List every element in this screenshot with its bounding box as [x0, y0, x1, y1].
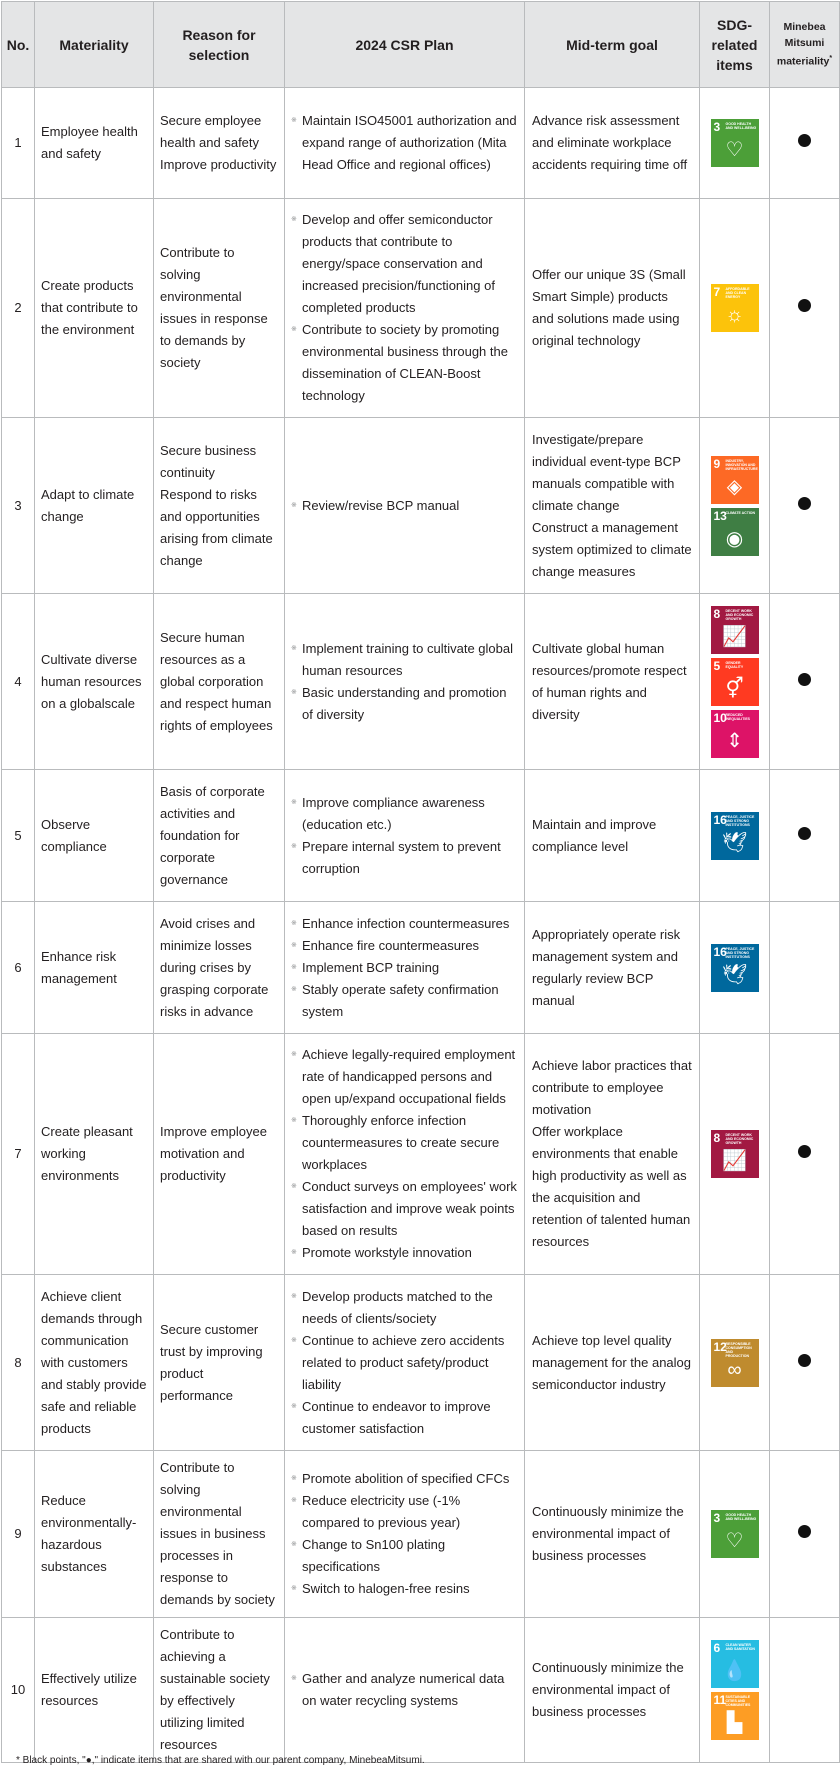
plan-item: ※ Stably operate safety confirmation system — [291, 979, 518, 1023]
shared-materiality-cell — [770, 1451, 840, 1618]
row-number: 5 — [2, 770, 35, 902]
sdg-title: RESPONSIBLE CONSUMPTION AND PRODUCTION — [725, 1341, 752, 1358]
sdg-title: DECENT WORK AND ECONOMIC GROWTH — [725, 608, 754, 621]
table-row — [2, 594, 840, 770]
header-goal: Mid-term goal — [525, 2, 700, 88]
header-row — [2, 2, 840, 88]
sdg-title: INDUSTRY, INNOVATION AND INFRASTRUCTURE — [725, 458, 758, 471]
sdg5-icon — [711, 658, 759, 706]
sdg-icon-stack — [700, 1640, 769, 1740]
goal-cell: Advance risk assessment and eliminate workplace accidents requiring time off — [525, 88, 700, 199]
reason-cell: Secure employee health and safety Improve productivity — [154, 88, 285, 199]
row-number: 3 — [2, 418, 35, 594]
shared-materiality-cell — [770, 199, 840, 418]
plan-item: ※ Switch to halogen-free resins — [291, 1578, 518, 1600]
materiality-cell: Effectively utilize resources — [35, 1618, 154, 1763]
shared-materiality-cell — [770, 594, 840, 770]
sdg-glyph-icon: ⚥ — [725, 677, 744, 700]
sdg3-icon — [711, 119, 759, 167]
table-row — [2, 1275, 840, 1451]
header-plan: 2024 CSR Plan — [285, 2, 525, 88]
sdg-title: CLEAN WATER AND SANITATION — [725, 1643, 755, 1651]
reason-cell: Secure customer trust by improving product performance — [154, 1275, 285, 1451]
table-row — [2, 88, 840, 199]
goal-cell: Achieve labor practices that contribute to employee motivation Offer workplace environments that enable high productivity as well as the acquisition and retention of talented human resources — [525, 1034, 700, 1275]
header-reason: Reason for selection — [154, 2, 285, 88]
sdg-title: SUSTAINABLE CITIES AND COMMUNITIES — [725, 1695, 751, 1707]
row-number: 9 — [2, 1451, 35, 1618]
plan-list — [291, 1286, 518, 1440]
plan-item: ※ Continue to achieve zero accidents related to product safety/product liability — [291, 1330, 518, 1396]
sdg-cell — [700, 88, 770, 199]
sdg9-icon — [711, 456, 759, 504]
plan-list — [291, 1468, 518, 1600]
sdg-number: 10 — [713, 710, 727, 725]
sdg-number: 6 — [713, 1641, 721, 1655]
sdg-number: 13 — [713, 508, 727, 523]
plan-list — [291, 913, 518, 1023]
plan-item: ※ Reduce electricity use (-1% compared to previous year) — [291, 1490, 518, 1534]
plan-list — [291, 792, 518, 880]
sdg-title: PEACE, JUSTICE AND STRONG INSTITUTIONS — [725, 946, 755, 959]
sdg-icon-stack — [700, 456, 769, 556]
goal-cell: Maintain and improve compliance level — [525, 770, 700, 902]
materiality-cell: Observe compliance — [35, 770, 154, 902]
sdg-cell — [700, 418, 770, 594]
sdg6-icon — [711, 1640, 759, 1688]
sdg-icon-stack — [700, 606, 769, 758]
plan-cell — [285, 1618, 525, 1763]
sdg-icon-stack — [700, 1339, 769, 1387]
shared-materiality-dot — [798, 1145, 811, 1158]
materiality-cell: Achieve client demands through communication with customers and stably provide safe and reliable products — [35, 1275, 154, 1451]
plan-item: ※ Implement training to cultivate global human resources — [291, 638, 518, 682]
sdg-number: 3 — [713, 1511, 721, 1525]
table-body — [2, 88, 840, 1763]
table-row — [2, 199, 840, 418]
header-minebea-materiality — [770, 2, 840, 88]
plan-item: ※ Change to Sn100 plating specifications — [291, 1534, 518, 1578]
sdg16-icon — [711, 944, 759, 992]
reason-cell: Secure business continuity Respond to risks and opportunities arising from climate change — [154, 418, 285, 594]
sdg-number: 8 — [713, 606, 721, 621]
plan-list — [291, 110, 518, 176]
materiality-cell: Employee health and safety — [35, 88, 154, 199]
sdg-cell — [700, 199, 770, 418]
plan-cell — [285, 199, 525, 418]
sdg-number: 5 — [713, 658, 721, 673]
table-row — [2, 770, 840, 902]
sdg-icon-stack — [700, 1130, 769, 1178]
reason-cell: Basis of corporate activities and foundation for corporate governance — [154, 770, 285, 902]
header-materiality: Materiality — [35, 2, 154, 88]
row-number: 10 — [2, 1618, 35, 1763]
shared-materiality-cell — [770, 902, 840, 1034]
sdg8-icon — [711, 606, 759, 654]
plan-list — [291, 495, 518, 517]
footnote: * Black points, "●," indicate items that are shared with our parent company, MinebeaMitsumi. — [16, 1755, 425, 1766]
plan-cell — [285, 770, 525, 902]
materiality-cell: Reduce environmentally-hazardous substances — [35, 1451, 154, 1618]
shared-materiality-cell — [770, 1275, 840, 1451]
plan-item: ※ Gather and analyze numerical data on water recycling systems — [291, 1668, 518, 1712]
sdg-glyph-icon: ◉ — [725, 527, 744, 550]
sdg-title: GENDER EQUALITY — [725, 660, 744, 669]
sdg-title: GOOD HEALTH AND WELL-BEING — [725, 122, 757, 130]
shared-materiality-dot — [798, 299, 811, 312]
row-number: 2 — [2, 199, 35, 418]
sdg-glyph-icon: 📈 — [722, 1150, 747, 1172]
sdg-glyph-icon: ◈ — [726, 475, 743, 498]
table-row — [2, 1451, 840, 1618]
materiality-cell: Create products that contribute to the environment — [35, 199, 154, 418]
plan-item: ※ Implement BCP training — [291, 957, 518, 979]
row-number: 8 — [2, 1275, 35, 1451]
plan-item: ※ Prepare internal system to prevent corruption — [291, 836, 518, 880]
plan-cell — [285, 1275, 525, 1451]
sdg-glyph-icon: ♡ — [725, 1530, 744, 1552]
sdg-icon-stack — [700, 812, 769, 860]
sdg16-icon — [711, 812, 759, 860]
header-no: No. — [2, 2, 35, 88]
table-row — [2, 1034, 840, 1275]
sdg-number: 7 — [713, 285, 721, 299]
materiality-cell: Cultivate diverse human resources on a globalscale — [35, 594, 154, 770]
sdg-title: PEACE, JUSTICE AND STRONG INSTITUTIONS — [725, 814, 755, 827]
sdg-cell — [700, 1451, 770, 1618]
sdg-cell — [700, 770, 770, 902]
sdg-glyph-icon: ▙ — [726, 1712, 743, 1734]
sdg-icon-stack — [700, 284, 769, 332]
goal-cell: Continuously minimize the environmental impact of business processes — [525, 1451, 700, 1618]
shared-materiality-dot — [798, 673, 811, 686]
sdg-glyph-icon: ⇕ — [726, 729, 743, 752]
sdg-cell — [700, 1275, 770, 1451]
plan-list — [291, 638, 518, 726]
shared-materiality-cell — [770, 418, 840, 594]
plan-list — [291, 1044, 518, 1264]
materiality-cell: Enhance risk management — [35, 902, 154, 1034]
sdg-glyph-icon: 🕊 — [721, 831, 748, 854]
plan-item: ※ Maintain ISO45001 authorization and expand range of authorization (Mita Head Office and regional offices) — [291, 110, 518, 176]
shared-materiality-dot — [798, 497, 811, 510]
reason-cell: Contribute to solving environmental issues in response to demands by society — [154, 199, 285, 418]
reason-cell: Contribute to solving environmental issues in business processes in response to demands by society — [154, 1451, 285, 1618]
sdg-glyph-icon: ♡ — [725, 139, 744, 161]
sdg-number: 16 — [713, 944, 727, 959]
goal-cell: Appropriately operate risk management system and regularly review BCP manual — [525, 902, 700, 1034]
sdg-glyph-icon: ∞ — [727, 1358, 742, 1381]
sdg12-icon — [711, 1339, 759, 1387]
sdg-number: 9 — [713, 456, 721, 471]
sdg-number: 8 — [713, 1131, 721, 1145]
sdg-glyph-icon: 🕊 — [721, 963, 748, 986]
sdg-title: AFFORDABLE AND CLEAN ENERGY — [725, 287, 750, 299]
plan-list — [291, 1668, 518, 1712]
header-footnote-mark: * — [829, 55, 833, 63]
table-row — [2, 1618, 840, 1763]
plan-item: ※ Achieve legally-required employment rate of handicapped persons and open up/expand occupational fields — [291, 1044, 518, 1110]
sdg-number: 16 — [713, 812, 727, 827]
sdg7-icon — [711, 284, 759, 332]
sdg-title: CLIMATE ACTION — [725, 510, 756, 515]
plan-cell — [285, 88, 525, 199]
shared-materiality-cell — [770, 1034, 840, 1275]
csr-materiality-table — [1, 1, 840, 1763]
plan-item: ※ Enhance infection countermeasures — [291, 913, 518, 935]
goal-cell: Continuously minimize the environmental impact of business processes — [525, 1618, 700, 1763]
plan-cell — [285, 418, 525, 594]
plan-item: ※ Contribute to society by promoting environmental business through the dissemination of CLEAN-Boost technology — [291, 319, 518, 407]
table-row — [2, 902, 840, 1034]
row-number: 6 — [2, 902, 35, 1034]
sdg-cell — [700, 902, 770, 1034]
plan-item: ※ Improve compliance awareness (education etc.) — [291, 792, 518, 836]
plan-item: ※ Review/revise BCP manual — [291, 495, 518, 517]
plan-item: ※ Promote abolition of specified CFCs — [291, 1468, 518, 1490]
sdg-icon-stack — [700, 1510, 769, 1558]
materiality-cell: Create pleasant working environments — [35, 1034, 154, 1275]
plan-item: ※ Conduct surveys on employees' work satisfaction and improve weak points based on results — [291, 1176, 518, 1242]
sdg-title: GOOD HEALTH AND WELL-BEING — [725, 1513, 757, 1521]
sdg-number: 12 — [713, 1339, 727, 1354]
goal-cell: Cultivate global human resources/promote respect of human rights and diversity — [525, 594, 700, 770]
sdg-glyph-icon: 💧 — [722, 1660, 747, 1682]
sdg-number: 11 — [713, 1693, 727, 1707]
shared-materiality-cell — [770, 88, 840, 199]
plan-list — [291, 209, 518, 407]
sdg-icon-stack — [700, 119, 769, 167]
plan-cell — [285, 594, 525, 770]
table-row — [2, 418, 840, 594]
row-number: 4 — [2, 594, 35, 770]
sdg3-icon — [711, 1510, 759, 1558]
sdg-cell — [700, 1618, 770, 1763]
shared-materiality-dot — [798, 827, 811, 840]
sdg-cell — [700, 1034, 770, 1275]
row-number: 1 — [2, 88, 35, 199]
reason-cell: Secure human resources as a global corporation and respect human rights of employees — [154, 594, 285, 770]
header-sdg: SDG-related items — [700, 2, 770, 88]
sdg-glyph-icon: 📈 — [722, 625, 747, 648]
plan-cell — [285, 1034, 525, 1275]
shared-materiality-dot — [798, 134, 811, 147]
sdg-cell — [700, 594, 770, 770]
plan-item: ※ Thoroughly enforce infection countermeasures to create secure workplaces — [291, 1110, 518, 1176]
reason-cell: Contribute to achieving a sustainable society by effectively utilizing limited resources — [154, 1618, 285, 1763]
sdg-icon-stack — [700, 944, 769, 992]
goal-cell: Offer our unique 3S (Small Smart Simple) products and solutions made using original technology — [525, 199, 700, 418]
sdg-glyph-icon: ☼ — [725, 304, 744, 326]
plan-item: ※ Basic understanding and promotion of diversity — [291, 682, 518, 726]
sdg-number: 3 — [713, 120, 721, 134]
sdg11-icon — [711, 1692, 759, 1740]
plan-item: ※ Continue to endeavor to improve customer satisfaction — [291, 1396, 518, 1440]
reason-cell: Improve employee motivation and productivity — [154, 1034, 285, 1275]
plan-cell — [285, 1451, 525, 1618]
sdg10-icon — [711, 710, 759, 758]
shared-materiality-cell — [770, 770, 840, 902]
plan-item: ※ Develop and offer semiconductor products that contribute to energy/space conservation and increased precision/functioning of completed products — [291, 209, 518, 319]
sdg13-icon — [711, 508, 759, 556]
sdg-title: DECENT WORK AND ECONOMIC GROWTH — [725, 1133, 754, 1145]
materiality-cell: Adapt to climate change — [35, 418, 154, 594]
plan-item: ※ Promote workstyle innovation — [291, 1242, 518, 1264]
goal-cell: Investigate/prepare individual event-type BCP manuals compatible with climate change Construct a management system optimized to climate change measures — [525, 418, 700, 594]
shared-materiality-cell — [770, 1618, 840, 1763]
shared-materiality-dot — [798, 1525, 811, 1538]
sdg8-icon — [711, 1130, 759, 1178]
header-minebea-materiality-label: Minebea Mitsumi materiality — [776, 21, 830, 68]
goal-cell: Achieve top level quality management for the analog semiconductor industry — [525, 1275, 700, 1451]
sdg-title: REDUCED INEQUALITIES — [725, 712, 751, 721]
shared-materiality-dot — [798, 1354, 811, 1367]
reason-cell: Avoid crises and minimize losses during crises by grasping corporate risks in advance — [154, 902, 285, 1034]
plan-item: ※ Develop products matched to the needs of clients/society — [291, 1286, 518, 1330]
plan-item: ※ Enhance fire countermeasures — [291, 935, 518, 957]
row-number: 7 — [2, 1034, 35, 1275]
plan-cell — [285, 902, 525, 1034]
